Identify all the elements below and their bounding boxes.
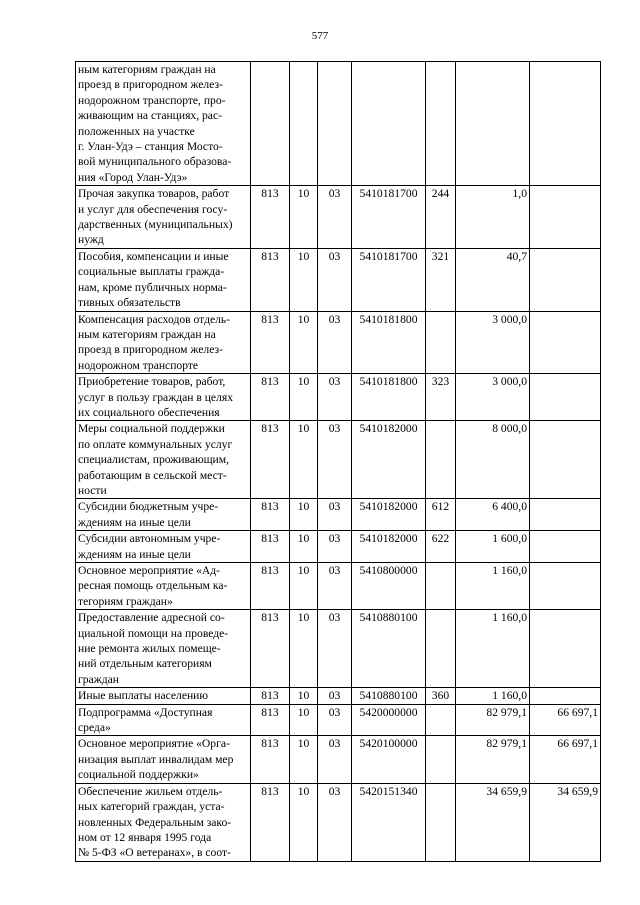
federal-amount-cell: 66 697,1 (530, 736, 601, 783)
target-article-code-cell: 5410181700 (352, 248, 426, 311)
expense-type-code-cell (426, 311, 456, 374)
row-name-cell: Обеспечение жильем отдель- ных категорий граждан, уста- новленных Федеральным зако- ном от 12 января 1995 года № 5-ФЗ «О ветеранах», в соот- (76, 783, 251, 861)
subsection-code-cell: 03 (318, 248, 352, 311)
table-row (76, 421, 601, 499)
expense-type-code-cell: 321 (426, 248, 456, 311)
subsection-code-cell: 03 (318, 563, 352, 610)
table-row (76, 783, 601, 861)
ministry-code-cell: 813 (251, 563, 290, 610)
target-article-code-cell: 5410181800 (352, 374, 426, 421)
section-code-cell: 10 (290, 248, 318, 311)
expense-type-code-cell (426, 62, 456, 186)
target-article-code-cell: 5410181800 (352, 311, 426, 374)
section-code-cell: 10 (290, 311, 318, 374)
row-name-cell: Основное мероприятие «Ад- ресная помощь отдельным ка- тегориям граждан» (76, 563, 251, 610)
subsection-code-cell: 03 (318, 499, 352, 531)
amount-cell: 1 160,0 (456, 610, 530, 688)
section-code-cell: 10 (290, 563, 318, 610)
subsection-code-cell: 03 (318, 311, 352, 374)
table-row (76, 186, 601, 249)
ministry-code-cell: 813 (251, 531, 290, 563)
amount-cell: 34 659,9 (456, 783, 530, 861)
subsection-code-cell (318, 62, 352, 186)
section-code-cell: 10 (290, 374, 318, 421)
row-name-cell: Предоставление адресной со- циальной помощи на проведе- ние ремонта жилых помеще- ний отдельным категориям граждан (76, 610, 251, 688)
table-row (76, 688, 601, 704)
table-row (76, 62, 601, 186)
amount-cell: 82 979,1 (456, 736, 530, 783)
federal-amount-cell (530, 563, 601, 610)
row-name-cell: Прочая закупка товаров, работ и услуг для обеспечения госу- дарственных (муниципальных) нужд (76, 186, 251, 249)
amount-cell: 6 400,0 (456, 499, 530, 531)
ministry-code-cell: 813 (251, 736, 290, 783)
expense-type-code-cell (426, 704, 456, 736)
amount-cell: 40,7 (456, 248, 530, 311)
amount-cell: 1 160,0 (456, 563, 530, 610)
amount-cell: 1 160,0 (456, 688, 530, 704)
ministry-code-cell: 813 (251, 311, 290, 374)
target-article-code-cell: 5410880100 (352, 610, 426, 688)
expense-type-code-cell: 612 (426, 499, 456, 531)
target-article-code-cell: 5420100000 (352, 736, 426, 783)
amount-cell: 1,0 (456, 186, 530, 249)
federal-amount-cell (530, 311, 601, 374)
budget-table (75, 61, 601, 862)
table-row (76, 736, 601, 783)
row-name-cell: Компенсация расходов отдель- ным категориям граждан на проезд в пригородном желез- нодорожном транспорте (76, 311, 251, 374)
ministry-code-cell: 813 (251, 421, 290, 499)
subsection-code-cell: 03 (318, 374, 352, 421)
subsection-code-cell: 03 (318, 783, 352, 861)
section-code-cell: 10 (290, 531, 318, 563)
expense-type-code-cell: 360 (426, 688, 456, 704)
expense-type-code-cell (426, 783, 456, 861)
ministry-code-cell: 813 (251, 610, 290, 688)
row-name-cell: Подпрограмма «Доступная среда» (76, 704, 251, 736)
subsection-code-cell: 03 (318, 610, 352, 688)
federal-amount-cell (530, 374, 601, 421)
federal-amount-cell (530, 62, 601, 186)
amount-cell (456, 62, 530, 186)
federal-amount-cell (530, 248, 601, 311)
target-article-code-cell: 5410800000 (352, 563, 426, 610)
target-article-code-cell: 5420151340 (352, 783, 426, 861)
expense-type-code-cell (426, 736, 456, 783)
row-name-cell: Приобретение товаров, работ, услуг в пользу граждан в целях их социального обеспечения (76, 374, 251, 421)
target-article-code-cell: 5410181700 (352, 186, 426, 249)
subsection-code-cell: 03 (318, 186, 352, 249)
section-code-cell: 10 (290, 610, 318, 688)
federal-amount-cell: 34 659,9 (530, 783, 601, 861)
section-code-cell: 10 (290, 186, 318, 249)
table-row (76, 499, 601, 531)
amount-cell: 82 979,1 (456, 704, 530, 736)
federal-amount-cell (530, 499, 601, 531)
expense-type-code-cell: 622 (426, 531, 456, 563)
expense-type-code-cell (426, 563, 456, 610)
federal-amount-cell (530, 610, 601, 688)
table-row (76, 248, 601, 311)
table-body (76, 62, 601, 862)
section-code-cell: 10 (290, 421, 318, 499)
table-row (76, 563, 601, 610)
ministry-code-cell: 813 (251, 704, 290, 736)
row-name-cell: Меры социальной поддержки по оплате коммунальных услуг специалистам, проживающим, работающим в сельской мест- ности (76, 421, 251, 499)
table-row (76, 374, 601, 421)
row-name-cell: Основное мероприятие «Орга- низация выплат инвалидам мер социальной поддержки» (76, 736, 251, 783)
ministry-code-cell: 813 (251, 374, 290, 421)
target-article-code-cell: 5410182000 (352, 531, 426, 563)
section-code-cell: 10 (290, 783, 318, 861)
table-row (76, 610, 601, 688)
subsection-code-cell: 03 (318, 421, 352, 499)
section-code-cell: 10 (290, 499, 318, 531)
amount-cell: 3 000,0 (456, 374, 530, 421)
ministry-code-cell (251, 62, 290, 186)
ministry-code-cell: 813 (251, 248, 290, 311)
subsection-code-cell: 03 (318, 688, 352, 704)
section-code-cell: 10 (290, 704, 318, 736)
row-name-cell: ным категориям граждан на проезд в пригородном желез- нодорожном транспорте, про- живающим на станциях, рас- положенных на участке г. Улан-Удэ – станция Мосто- вой муниципального образова- ния «Город Улан-Удэ» (76, 62, 251, 186)
subsection-code-cell: 03 (318, 704, 352, 736)
federal-amount-cell (530, 421, 601, 499)
ministry-code-cell: 813 (251, 688, 290, 704)
target-article-code-cell: 5410182000 (352, 421, 426, 499)
table-row (76, 704, 601, 736)
expense-type-code-cell: 323 (426, 374, 456, 421)
section-code-cell: 10 (290, 688, 318, 704)
row-name-cell: Иные выплаты населению (76, 688, 251, 704)
ministry-code-cell: 813 (251, 783, 290, 861)
ministry-code-cell: 813 (251, 186, 290, 249)
row-name-cell: Субсидии автономным учре- ждениям на иные цели (76, 531, 251, 563)
federal-amount-cell (530, 531, 601, 563)
subsection-code-cell: 03 (318, 736, 352, 783)
page-number: 577 (311, 30, 329, 42)
amount-cell: 8 000,0 (456, 421, 530, 499)
subsection-code-cell: 03 (318, 531, 352, 563)
target-article-code-cell: 5410182000 (352, 499, 426, 531)
ministry-code-cell: 813 (251, 499, 290, 531)
table-row (76, 311, 601, 374)
amount-cell: 3 000,0 (456, 311, 530, 374)
federal-amount-cell: 66 697,1 (530, 704, 601, 736)
row-name-cell: Пособия, компенсации и иные социальные выплаты гражда- нам, кроме публичных норма- тивных обязательств (76, 248, 251, 311)
row-name-cell: Субсидии бюджетным учре- ждениям на иные цели (76, 499, 251, 531)
target-article-code-cell: 5420000000 (352, 704, 426, 736)
federal-amount-cell (530, 688, 601, 704)
section-code-cell: 10 (290, 736, 318, 783)
expense-type-code-cell (426, 610, 456, 688)
target-article-code-cell: 5410880100 (352, 688, 426, 704)
section-code-cell (290, 62, 318, 186)
target-article-code-cell (352, 62, 426, 186)
expense-type-code-cell (426, 421, 456, 499)
table-row (76, 531, 601, 563)
federal-amount-cell (530, 186, 601, 249)
amount-cell: 1 600,0 (456, 531, 530, 563)
expense-type-code-cell: 244 (426, 186, 456, 249)
